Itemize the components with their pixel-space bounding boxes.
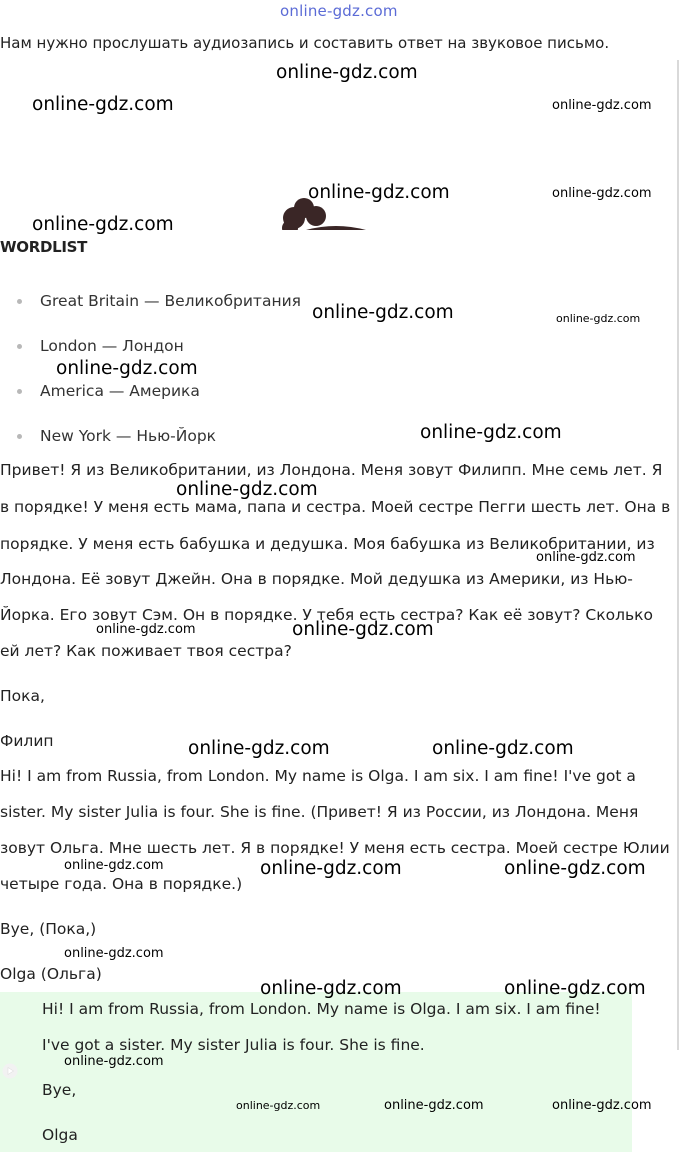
watermark: online-gdz.com [552,186,652,201]
letter-line: Привет! Я из Великобритании, из Лондона. Меня зовут Филипп. Мне семь лет. Я [0,461,663,479]
watermark: online-gdz.com [260,858,402,879]
answer-line: Hi! I am from Russia, from London. My name is Olga. I am six. I am fine! I've got a [0,767,636,785]
bullet-icon [17,389,22,394]
final-answer-closing: Bye, [42,1081,77,1099]
wordlist-item [40,427,216,445]
wordlist-item [40,292,301,310]
watermark: online-gdz.com [236,1099,321,1112]
bullet-icon [17,299,22,304]
wordlist-title: WORDLIST [0,238,88,256]
watermark: online-gdz.com [312,302,454,323]
watermark: online-gdz.com [504,978,646,999]
watermark: online-gdz.com [32,214,174,235]
watermark: online-gdz.com [96,622,196,637]
watermark: online-gdz.com [64,1054,164,1069]
wordlist-item-text: America — Америка [40,382,200,400]
watermark: online-gdz.com [552,1098,652,1113]
watermark: online-gdz.com [432,738,574,759]
letter-signature: Филип [0,732,54,750]
watermark: online-gdz.com [276,62,418,83]
final-answer-line: I've got a sister. My sister Julia is four. She is fine. [42,1036,425,1054]
watermark: online-gdz.com [384,1098,484,1113]
letter-line: Йорка. Его зовут Сэм. Он в порядке. У тебя есть сестра? Как её зовут? Сколько [0,606,653,624]
task-description: Нам нужно прослушать аудиозапись и составить ответ на звуковое письмо. [0,34,610,52]
watermark: online-gdz.com [504,858,646,879]
answer-line: зовут Ольга. Мне шесть лет. Я в порядке! У меня есть сестра. Моей сестре Юлии [0,839,670,857]
watermark: online-gdz.com [260,978,402,999]
watermark: online-gdz.com [420,422,562,443]
bullet-icon [17,434,22,439]
letter-closing: Пока, [0,687,45,705]
bullet-icon [17,344,22,349]
watermark: online-gdz.com [32,94,174,115]
wordlist-item-text: Great Britain — Великобритания [40,292,301,310]
watermark: online-gdz.com [556,312,641,325]
watermark: online-gdz.com [552,98,652,113]
answer-line: sister. My sister Julia is four. She is fine. (Привет! Я из России, из Лондона. Меня [0,803,639,821]
watermark: online-gdz.com [188,738,330,759]
wordlist-item-text: New York — Нью-Йорк [40,427,217,445]
play-icon[interactable] [2,1063,18,1079]
watermark: online-gdz.com [292,619,434,640]
site-logo[interactable]: online-gdz.com [280,2,398,20]
wordlist-item-text: London — Лондон [40,337,184,355]
final-answer-line: Hi! I am from Russia, from London. My name is Olga. I am six. I am fine! [42,1000,601,1018]
final-answer-signature: Olga [42,1126,78,1144]
answer-signature: Olga (Ольга) [0,965,102,983]
answer-line: четыре года. Она в порядке.) [0,875,243,893]
answer-closing: Bye, (Пока,) [0,920,97,938]
wordlist-item [40,382,200,400]
watermark: online-gdz.com [176,479,318,500]
watermark: online-gdz.com [536,550,636,565]
watermark: online-gdz.com [308,182,450,203]
watermark: online-gdz.com [64,946,164,961]
letter-line: порядке. У меня есть бабушка и дедушка. Моя бабушка из Великобритании, из [0,535,655,553]
watermark: online-gdz.com [64,858,164,873]
letter-line: в порядке! У меня есть мама, папа и сестра. Моей сестре Пегги шесть лет. Она в [0,498,671,516]
letter-line: Лондона. Её зовут Джейн. Она в порядке. Мой дедушка из Америки, из Нью- [0,570,633,588]
wordlist-item [40,337,184,355]
watermark: online-gdz.com [56,358,198,379]
scrollbar[interactable] [677,60,679,1050]
letter-line: ей лет? Как поживает твоя сестра? [0,642,292,660]
